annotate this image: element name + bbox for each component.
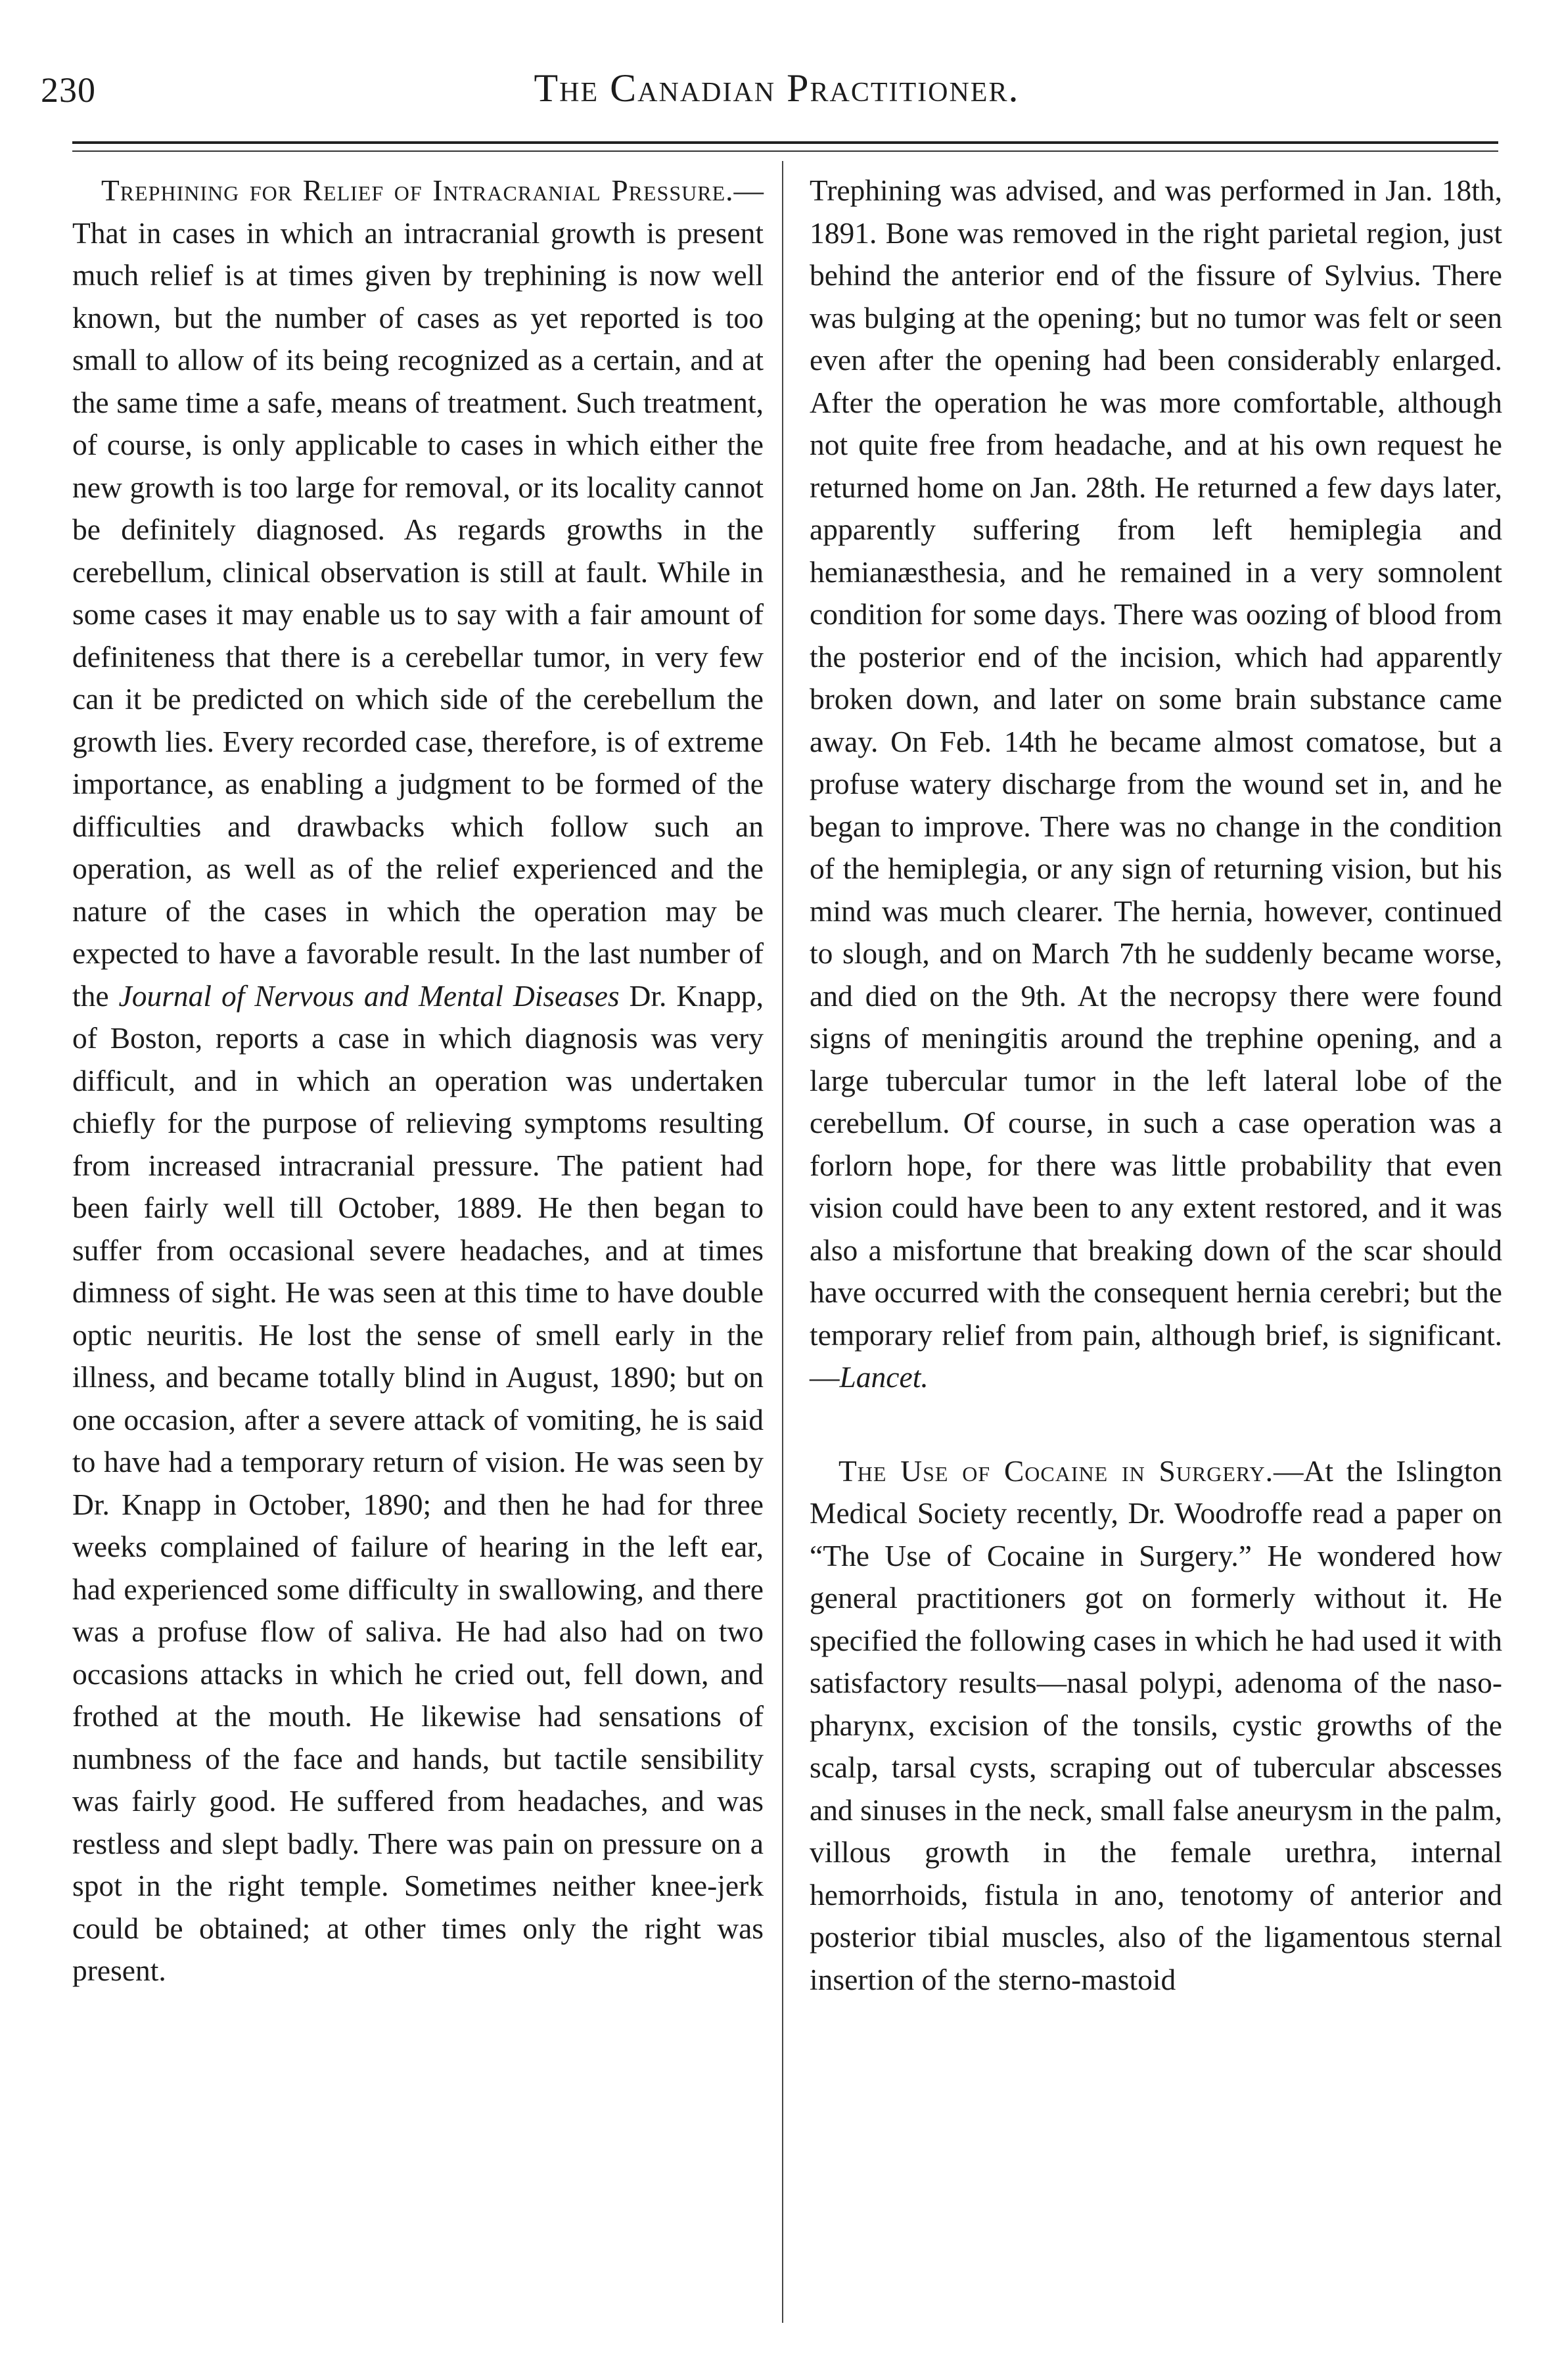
left-column xyxy=(72,170,764,1992)
journal-title: The Canadian Practitioner. xyxy=(534,66,1020,110)
header-rule-thin xyxy=(72,150,1498,152)
header-rule xyxy=(72,141,1498,144)
page-number: 230 xyxy=(41,70,96,110)
running-head xyxy=(41,66,1513,118)
section-gap xyxy=(810,1399,1502,1450)
journal-reference: Journal of Nervous and Mental Diseases xyxy=(118,978,620,1013)
article-body-trephining-1: —That in cases in which an intracranial growth is present much relief is at times given by trephining is now well known, but the number of cases as yet reported is too small to allow of its being recognized as a certain, and at the same time a safe, means of treatment. Such treatment, of course, is only applicable to cases in which either the new growth is too large for removal, or its locality cannot be definitely diagnosed. As regards growths in the cerebellum, clinical observation is still at fault. While in some cases it may enable us to say with a fair amount of definiteness that there is a cerebellar tumor, in very few can it be predicted on which side of the cerebellum the growth lies. Every recorded case, therefore, is of extreme importance, as enabling a judgment to be formed of the difficulties and drawbacks which follow such an operation, as well as of the relief experienced and the nature of the cases in which the operation may be expected to have a favorable result. In the last number of the xyxy=(72,173,764,1013)
column-divider xyxy=(782,161,783,2323)
article-trephining-continuation xyxy=(810,170,1502,1399)
article-cocaine-paragraph xyxy=(810,1450,1502,2002)
article-body-cocaine: —At the Islington Medical Society recently, Dr. Woodroffe read a paper on “The Use of Cocaine in Surgery.” He wondered how general practitioners got on formerly without it. He specified the following cases in which he had used it with satisfactory results—nasal polypi, adenoma of the naso-pharynx, excision of the tonsils, cystic growths of the scalp, tarsal cysts, scraping out of tubercular abscesses and sinuses in the neck, small false aneurysm in the palm, villous growth in the female urethra, internal hemorrhoids, fistula in ano, tenotomy of anterior and posterior tibial muscles, also of the ligamentous sternal insertion of the sterno-mastoid xyxy=(810,1453,1502,1996)
article-source: Lancet. xyxy=(839,1360,929,1394)
right-column xyxy=(810,170,1502,2001)
article-heading-trephining: Trephining for Relief of Intracranial Pressure. xyxy=(101,173,734,207)
article-body-trephining-3: Trephining was advised, and was performed in Jan. 18th, 1891. Bone was removed in the right parietal region, just behind the anterior end of the fissure of Sylvius. There was bulging at the opening; but no tumor was felt or seen even after the opening had been considerably enlarged. After the operation he was more comfortable, although not quite free from headache, and at his own request he returned home on Jan. 28th. He returned a few days later, apparently suffering from left hemiplegia and hemianæsthesia, and he remained in a very somnolent condition for some days. There was oozing of blood from the posterior end of the incision, which had apparently broken down, and later on some brain substance came away. On Feb. 14th he became almost comatose, but a profuse watery discharge from the wound set in, and he began to improve. There was no change in the condition of the hemiplegia, or any sign of returning vision, but his mind was much clearer. The hernia, however, continued to slough, and on March 7th he suddenly became worse, and died on the 9th. At the necropsy there were found signs of meningitis around the trephine opening, and a large tubercular tumor in the left lateral lobe of the cerebellum. Of course, in such a case operation was a forlorn hope, for there was little probability that even vision could have been to any extent restored, and it was also a misfortune that breaking down of the scar should have occurred with the consequent hernia cerebri; but the temporary relief from pain, although brief, is significant.— xyxy=(810,173,1502,1394)
article-heading-cocaine: The Use of Cocaine in Surgery. xyxy=(838,1453,1274,1488)
article-body-trephining-2: Dr. Knapp, of Boston, reports a case in which diagnosis was very difficult, and in which an operation was undertaken chiefly for the purpose of relieving symptoms resulting from increased intracranial pressure. The patient had been fairly well till October, 1889. He then began to suffer from occasional severe headaches, and at times dimness of sight. He was seen at this time to have double optic neuritis. He lost the sense of smell early in the illness, and became totally blind in August, 1890; but on one occasion, after a severe attack of vomiting, he is said to have had a temporary return of vision. He was seen by Dr. Knapp in October, 1890; and then he had for three weeks complained of failure of hearing in the left ear, had experienced some difficulty in swallowing, and there was a profuse flow of saliva. He had also had on two occasions attacks in which he cried out, fell down, and frothed at the mouth. He likewise had sensations of numbness of the face and hands, but tactile sensibility was fairly good. He suffered from headaches, and was restless and slept badly. There was pain on pressure on a spot in the right temple. Sometimes neither knee-jerk could be obtained; at other times only the right was present. xyxy=(72,978,764,1987)
article-trephining-paragraph xyxy=(72,170,764,1992)
